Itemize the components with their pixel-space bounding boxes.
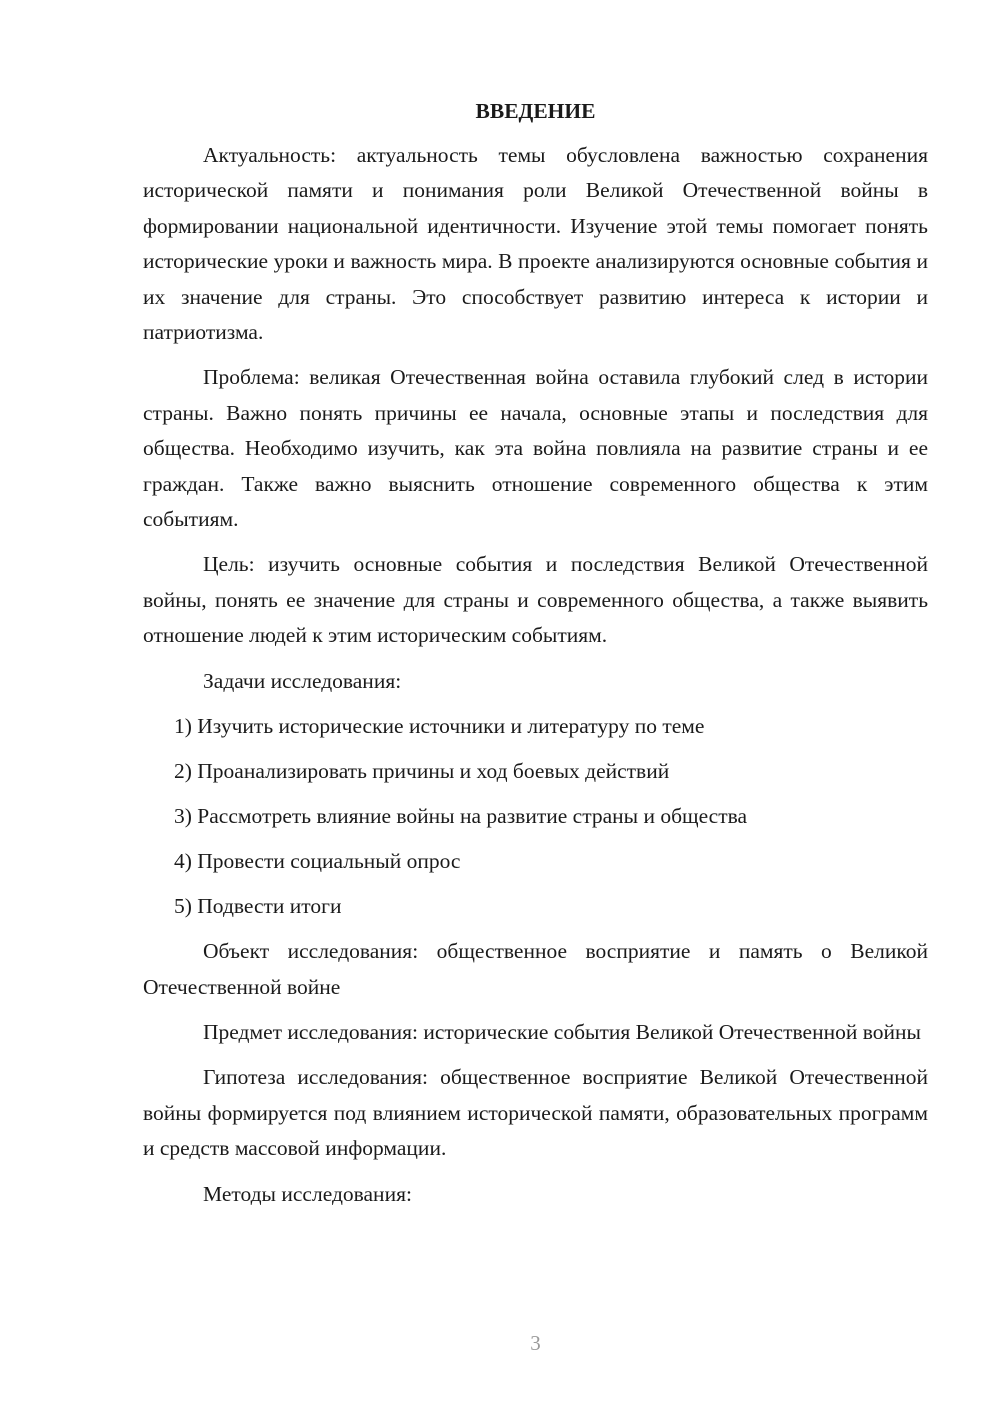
relevance-paragraph: Актуальность: актуальность темы обусловлена важностью сохранения исторической памяти и понимания роли Великой Отечественной войны в формировании национальной идентичности. Изучение этой темы помогает понять исторические уроки и важность мира. В проекте анализируются основные события и их значение для страны. Это способствует развитию интереса к истории и патриотизма.	[143, 143, 928, 345]
section-title: ВВЕДЕНИЕ	[475, 99, 596, 123]
goal-paragraph: Цель: изучить основные события и последствия Великой Отечественной войны, понять ее значение для страны и современного общества, а также выявить отношение людей к этим историческим событиям.	[143, 552, 928, 648]
list-item: 1) Изучить исторические источники и литературу по теме	[174, 714, 705, 739]
page-number: 3	[530, 1331, 541, 1355]
list-item: 5) Подвести итоги	[174, 894, 342, 919]
subject-paragraph: Предмет исследования: исторические события Великой Отечественной войны	[203, 1019, 921, 1044]
tasks-list	[143, 709, 928, 924]
list-item: 2) Проанализировать причины и ход боевых действий	[174, 759, 670, 784]
hypothesis-paragraph: Гипотеза исследования: общественное восприятие Великой Отечественной войны формируется под влиянием исторической памяти, образовательных программ и средств массовой информации.	[143, 1065, 928, 1161]
methods-heading: Методы исследования:	[203, 1181, 412, 1206]
document-page	[143, 96, 928, 1222]
problem-paragraph: Проблема: великая Отечественная война оставила глубокий след в истории страны. Важно понять причины ее начала, основные этапы и последствия для общества. Необходимо изучить, как эта война повлияла на развитие страны и ее граждан. Также важно выяснить отношение современного общества к этим событиям.	[143, 365, 928, 532]
tasks-heading: Задачи исследования:	[203, 668, 402, 693]
list-item: 4) Провести социальный опрос	[174, 849, 461, 874]
object-paragraph: Объект исследования: общественное восприятие и память о Великой Отечественной войне	[143, 939, 928, 999]
list-item: 3) Рассмотреть влияние войны на развитие страны и общества	[174, 804, 748, 829]
